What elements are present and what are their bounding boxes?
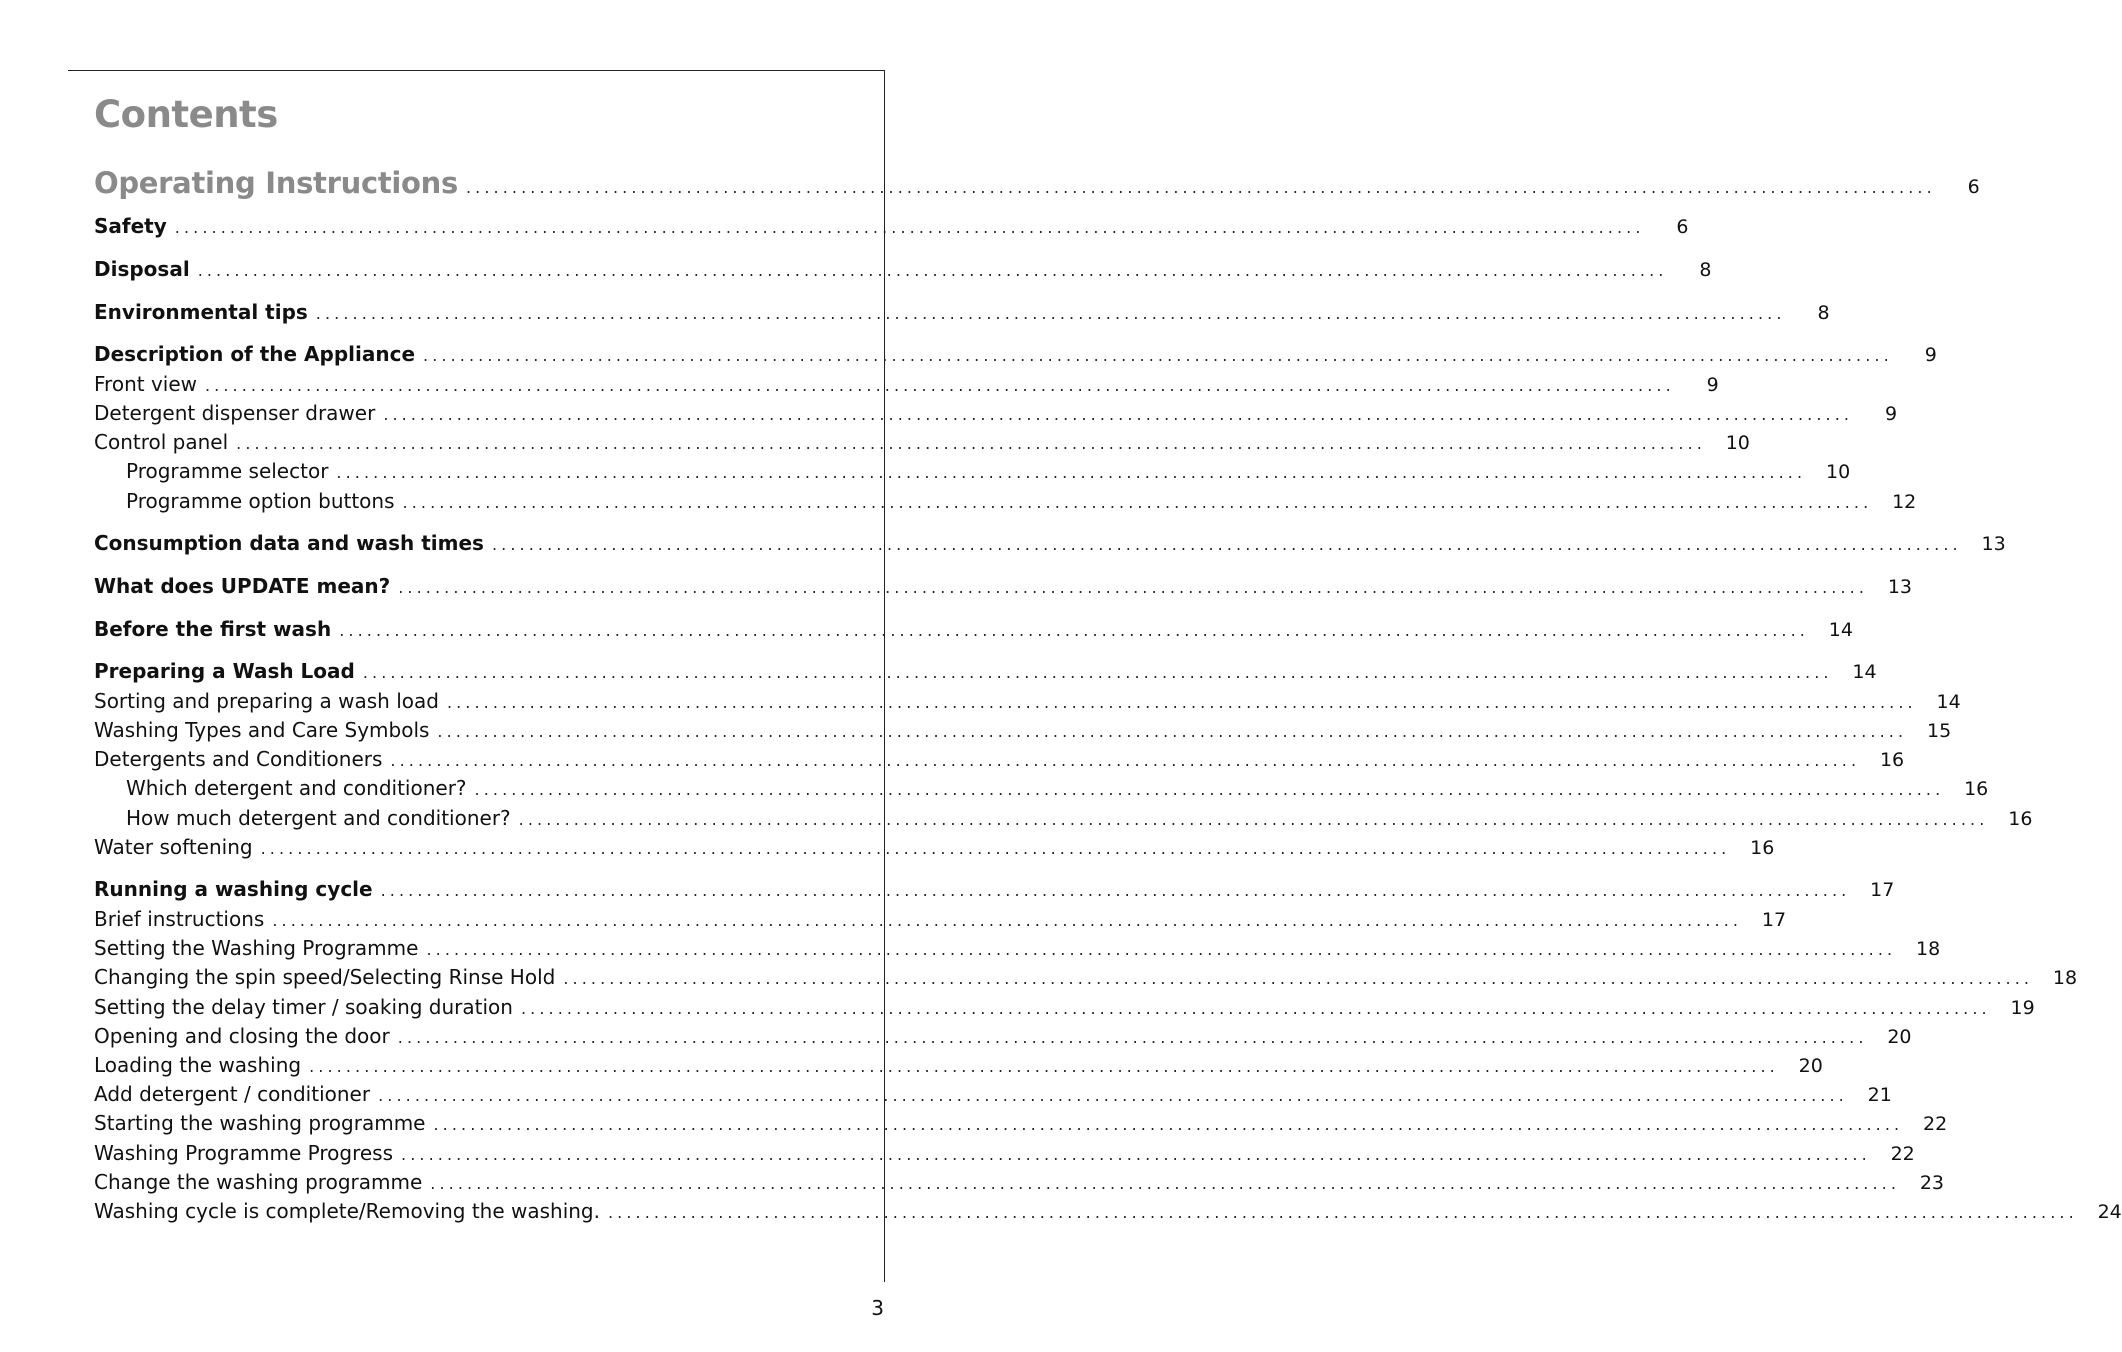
dot-leader: ................................................................................................................................................................ — [474, 780, 1945, 799]
dot-leader: ................................................................................................................................................................ — [430, 1174, 1901, 1193]
toc-entry[interactable] — [94, 257, 1712, 281]
toc-entry-page: 6 — [1676, 216, 1689, 238]
toc-entry-page: 20 — [1798, 1055, 1823, 1077]
toc-entry[interactable] — [94, 659, 1877, 683]
toc-entry[interactable] — [94, 965, 2078, 989]
dot-leader: ................................................................................................................................................................ — [362, 663, 1833, 682]
toc-entry-label: Washing cycle is complete/Removing the washing. — [94, 1199, 600, 1223]
toc-entry[interactable] — [94, 936, 1941, 960]
dot-leader: ................................................................................................................................................................ — [563, 969, 2034, 988]
dot-leader: ................................................................................................................................................................ — [491, 535, 1962, 554]
toc-entry[interactable] — [94, 617, 1853, 641]
toc-entry-page: 9 — [1924, 344, 1937, 366]
page-title: Contents — [94, 93, 278, 136]
dot-leader: ................................................................................................................................................................ — [380, 881, 1851, 900]
toc-entry-page: 20 — [1887, 1026, 1912, 1048]
dot-leader: ................................................................................................................................................................ — [520, 999, 1991, 1018]
toc-entry-page: 16 — [1964, 778, 1989, 800]
toc-entry[interactable] — [94, 489, 1917, 513]
toc-entry[interactable] — [94, 1053, 1823, 1077]
toc-entry-label: Disposal — [94, 257, 190, 281]
toc-entry-page: 16 — [2008, 808, 2033, 830]
toc-entry-label: Environmental tips — [94, 300, 308, 324]
toc-entry-page: 14 — [1828, 619, 1853, 641]
toc-entry-page: 13 — [1887, 576, 1912, 598]
toc-entry-label: Running a washing cycle — [94, 877, 373, 901]
toc-entry[interactable] — [94, 1141, 1915, 1165]
dot-leader: ................................................................................................................................................................ — [608, 1203, 2078, 1222]
toc-entry[interactable] — [94, 214, 1689, 238]
toc-entry-page: 18 — [2052, 967, 2078, 989]
toc-entry-label: Before the first wash — [94, 617, 332, 641]
toc-entry[interactable] — [94, 459, 1851, 483]
dot-leader: ................................................................................................................................................................ — [236, 434, 1706, 453]
toc-entry[interactable] — [94, 877, 1895, 901]
toc-entry[interactable] — [94, 574, 1912, 598]
toc-entry-page: 15 — [1926, 720, 1952, 742]
dot-leader: ................................................................................................................................................................ — [315, 304, 1786, 323]
toc-entry-label: Sorting and preparing a wash load — [94, 689, 439, 713]
toc-entry-label: Add detergent / conditioner — [94, 1082, 371, 1106]
toc-entry-page: 17 — [1870, 879, 1895, 901]
dot-leader: ................................................................................................................................................................ — [398, 578, 1868, 597]
toc-entry-label: Preparing a Wash Load — [94, 659, 355, 683]
toc-entry[interactable] — [94, 531, 2006, 555]
toc-entry-label: Changing the spin speed/Selecting Rinse Hold — [94, 965, 556, 989]
dot-leader: ................................................................................................................................................................ — [397, 1028, 1868, 1047]
dot-leader: ................................................................................................................................................................ — [466, 178, 1936, 197]
dot-leader: ................................................................................................................................................................ — [197, 261, 1668, 280]
toc-entry-page: 9 — [1706, 374, 1719, 396]
toc-entry-label: Safety — [94, 214, 167, 238]
toc-entry[interactable] — [94, 430, 1750, 454]
dot-leader: ................................................................................................................................................................ — [272, 911, 1743, 930]
toc-entry-page: 16 — [1879, 749, 1905, 771]
toc-entry-page: 8 — [1817, 302, 1830, 324]
toc-entry[interactable] — [94, 1082, 1892, 1106]
dot-leader: ................................................................................................................................................................ — [401, 1145, 1871, 1164]
toc-entry-label: Programme option buttons — [126, 489, 395, 513]
toc-entry-label: Description of the Appliance — [94, 342, 416, 366]
dot-leader: ................................................................................................................................................................ — [402, 493, 1873, 512]
toc-entry-page: 8 — [1699, 259, 1712, 281]
toc-entry-label: Which detergent and conditioner? — [126, 776, 467, 800]
toc-entry-page: 13 — [1981, 533, 2006, 555]
dot-leader: ................................................................................................................................................................ — [383, 405, 1854, 424]
dot-leader: ................................................................................................................................................................ — [390, 751, 1861, 770]
toc-entry[interactable] — [94, 835, 1775, 859]
dot-leader: ................................................................................................................................................................ — [174, 218, 1645, 237]
toc-entry-label: Front view — [94, 372, 197, 396]
toc-entry[interactable] — [94, 995, 2035, 1019]
dot-leader: ................................................................................................................................................................ — [205, 376, 1675, 395]
toc-entry[interactable] — [94, 1024, 1912, 1048]
toc-entry-label: Detergent dispenser drawer — [94, 401, 376, 425]
toc-entry-label: Change the washing programme — [94, 1170, 423, 1194]
toc-entry-page: 6 — [1967, 176, 1980, 198]
toc-entry[interactable] — [94, 1170, 1945, 1194]
toc-entry-label: Brief instructions — [94, 907, 265, 931]
toc-entry-page: 17 — [1761, 909, 1787, 931]
toc-entry-page: 21 — [1867, 1084, 1892, 1106]
toc-entry-label: Opening and closing the door — [94, 1024, 390, 1048]
toc-entry-label: Operating Instructions — [94, 166, 458, 200]
page-number: 3 — [871, 1296, 884, 1320]
toc-entry[interactable] — [94, 806, 2033, 830]
toc-entry-page: 9 — [1884, 403, 1898, 425]
toc-entry-page: 10 — [1725, 432, 1750, 454]
dot-leader: ................................................................................................................................................................ — [378, 1086, 1848, 1105]
toc-entry[interactable] — [94, 907, 1787, 931]
toc-entry-page: 24 — [2097, 1201, 2122, 1223]
dot-leader: ................................................................................................................................................................ — [339, 621, 1809, 640]
dot-leader: ................................................................................................................................................................ — [423, 346, 1893, 365]
toc-entry-label: Water softening — [94, 835, 253, 859]
toc-entry-label: Control panel — [94, 430, 229, 454]
toc-entry-page: 12 — [1892, 491, 1917, 513]
toc-entry[interactable] — [94, 372, 1719, 396]
toc-entry[interactable] — [94, 166, 1980, 200]
toc-entry-label: Loading the washing — [94, 1053, 302, 1077]
toc-entry[interactable] — [94, 747, 1905, 771]
toc-entry-label: What does UPDATE mean? — [94, 574, 391, 598]
dot-leader: ................................................................................................................................................................ — [518, 810, 1989, 829]
toc-entry[interactable] — [94, 342, 1937, 366]
toc-entry[interactable] — [94, 1199, 2122, 1223]
dot-leader: ................................................................................................................................................................ — [433, 1115, 1904, 1134]
toc-entry-page: 23 — [1919, 1172, 1945, 1194]
dot-leader: ................................................................................................................................................................ — [336, 463, 1807, 482]
toc-entry-page: 18 — [1916, 938, 1941, 960]
dot-leader: ................................................................................................................................................................ — [446, 693, 1917, 712]
toc-entry-label: How much detergent and conditioner? — [126, 806, 511, 830]
toc-entry-label: Starting the washing programme — [94, 1111, 426, 1135]
toc-entry-label: Washing Types and Care Symbols — [94, 718, 430, 742]
toc-entry[interactable] — [94, 1111, 1948, 1135]
toc-entry[interactable] — [94, 401, 1898, 425]
toc-entry-page: 16 — [1750, 837, 1775, 859]
toc-entry-label: Setting the Washing Programme — [94, 936, 419, 960]
toc-entry-page: 22 — [1923, 1113, 1948, 1135]
toc-entry-label: Washing Programme Progress — [94, 1141, 394, 1165]
toc-entry-page: 19 — [2010, 997, 2035, 1019]
toc-entry[interactable] — [94, 776, 1989, 800]
toc-entry[interactable] — [94, 300, 1830, 324]
dot-leader: ................................................................................................................................................................ — [426, 940, 1897, 959]
toc-entry-page: 14 — [1852, 661, 1877, 683]
toc-entry[interactable] — [94, 689, 1961, 713]
toc-entry-page: 10 — [1825, 461, 1851, 483]
toc-entry-label: Detergents and Conditioners — [94, 747, 383, 771]
toc-entry[interactable] — [94, 718, 1952, 742]
toc-entry-label: Setting the delay timer / soaking duration — [94, 995, 513, 1019]
toc-entry-label: Programme selector — [126, 459, 329, 483]
toc-entry-page: 22 — [1890, 1143, 1915, 1165]
toc-entry-label: Consumption data and wash times — [94, 531, 484, 555]
dot-leader: ................................................................................................................................................................ — [260, 839, 1731, 858]
toc-entry-page: 14 — [1936, 691, 1961, 713]
dot-leader: ................................................................................................................................................................ — [309, 1057, 1779, 1076]
dot-leader: ................................................................................................................................................................ — [437, 722, 1908, 741]
top-rule — [68, 70, 885, 71]
